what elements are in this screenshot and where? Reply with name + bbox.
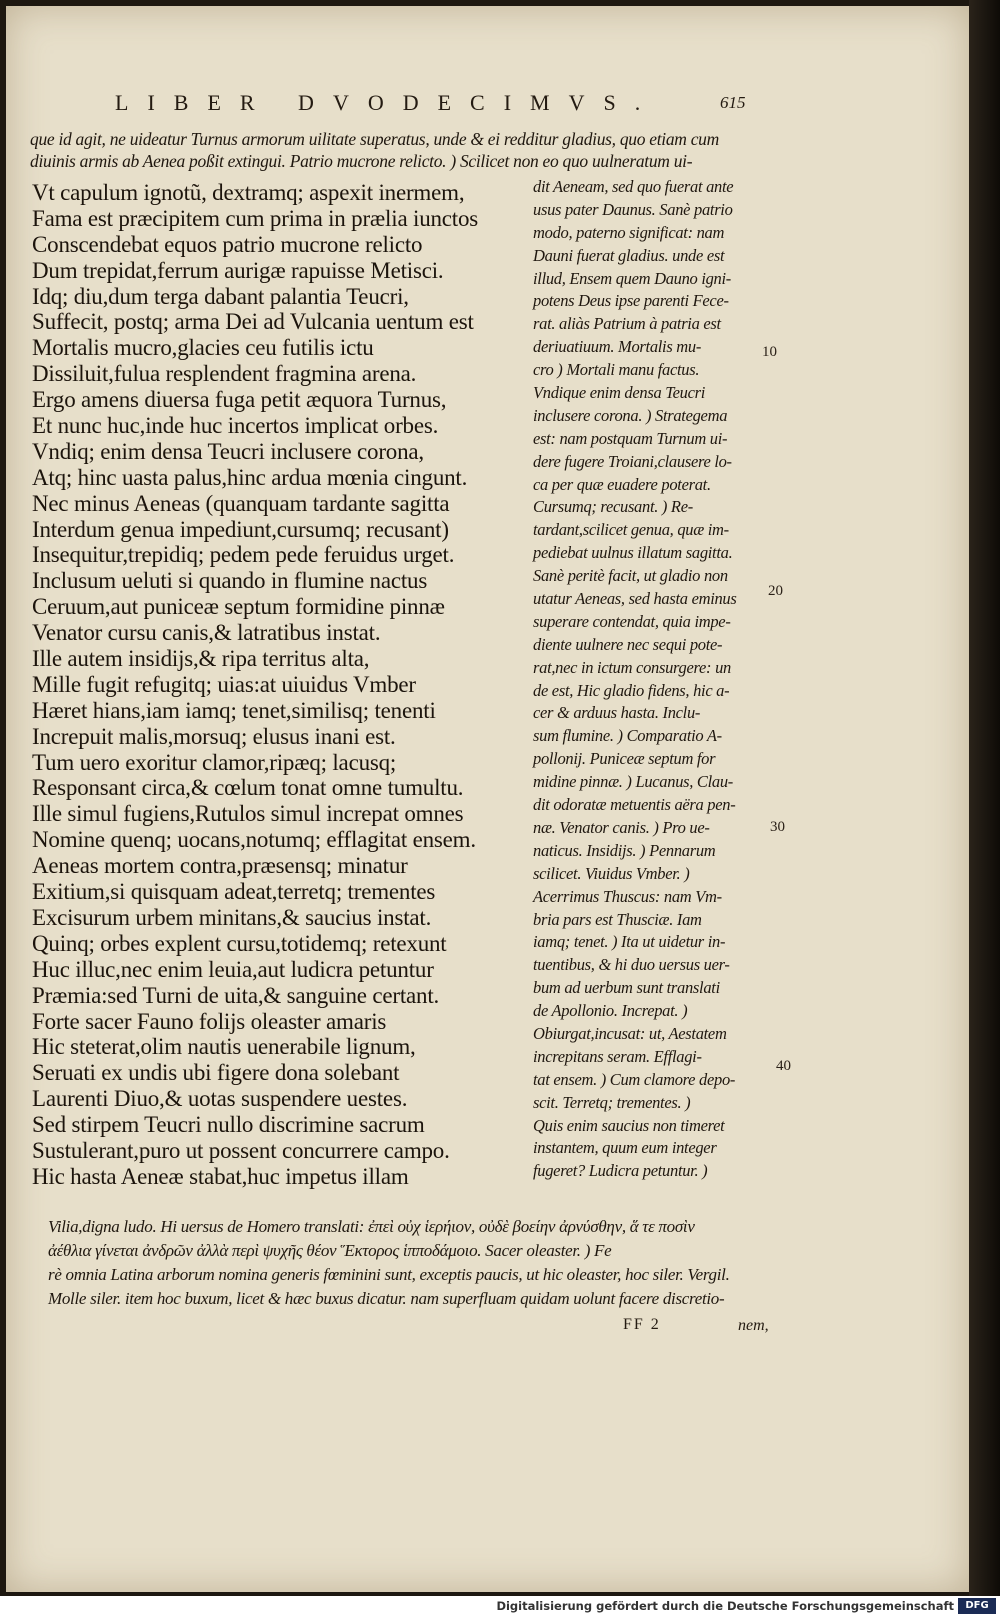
- commentary-line: rat,nec in ictum consurgere: un: [533, 657, 731, 677]
- commentary-line: Vilia,digna ludo. Hi uersus de Homero translati: ἐπεὶ οὐχ ἱερήιον, οὐδὲ βοείην ἀρνύσθην, ἅ τε ποσὶν: [48, 1217, 695, 1236]
- commentary-line: bria pars est Thusciæ. Iam: [533, 909, 702, 929]
- commentary-line: fugeret? Ludicra petuntur. ): [533, 1161, 708, 1181]
- commentary-line: bum ad uerbum sunt translati: [533, 978, 720, 998]
- bottom-commentary: [48, 1215, 788, 1311]
- verse-line: Ille autem insidijs,& ripa territus alta,: [32, 646, 370, 672]
- commentary-line: modo, paterno significat: nam: [533, 222, 725, 242]
- verse-line: Quinq; orbes explent cursu,totidemq; retexunt: [32, 930, 447, 956]
- verse-line: Atq; hinc uasta palus,hinc ardua mœnia cingunt.: [32, 464, 468, 490]
- verse-line: Idq; diu,dum terga dabant palantia Teucri,: [32, 283, 409, 309]
- line-number: 10: [762, 344, 777, 360]
- commentary-line: ca per quæ euadere poterat.: [533, 474, 711, 494]
- verse-line: Seruati ex undis ubi figere dona solebant: [32, 1060, 400, 1086]
- commentary-line: ἀέθλια γίνεται ἀνδρῶν ἀλλὰ περὶ ψυχῆς θέον Ἕκτορος ἱπποδάμοιο. Sacer oleaster. ) Fe: [48, 1241, 612, 1260]
- verse-line: Suffecit, postq; arma Dei ad Vulcania uentum est: [32, 309, 474, 335]
- verse-line: Mille fugit refugitq; uias:at uiuidus Vmber: [32, 671, 416, 697]
- verse-line: Vt capulum ignotũ, dextramq; aspexit inermem,: [32, 180, 465, 205]
- dfg-logo: DFG: [958, 1598, 996, 1614]
- verse-line: Sed stirpem Teucri nullo discrimine sacrum: [32, 1112, 425, 1138]
- commentary-line: rat. aliàs Patrium à patria est: [533, 314, 721, 334]
- verse-line: Conscendebat equos patrio mucrone relicto: [32, 231, 423, 257]
- commentary-line: diuinis armis ab Aenea poßit extingui. Patrio mucrone relicto. ) Scilicet non eo quo uulneratum ui-: [30, 151, 693, 171]
- verse-line: Ceruum,aut puniceæ septum formidine pinnæ: [32, 594, 445, 620]
- verse-line: Huc illuc,nec enim leuia,aut ludicra petuntur: [32, 956, 434, 982]
- signature-mark: FF 2: [623, 1316, 661, 1333]
- line-number: 20: [768, 583, 783, 599]
- commentary-line: naticus. Insidijs. ) Pennarum: [533, 840, 716, 860]
- verse-line: Fama est præcipitem cum prima in prælia iunctos: [32, 205, 479, 231]
- commentary-line: que id agit, ne uideatur Turnus armorum uilitate superatus, unde & ei redditur gladius, quo etiam cum: [30, 129, 719, 149]
- commentary-line: inclusere corona. ) Strategema: [533, 405, 728, 425]
- verse-line: Interdum genua impediunt,cursumq; recusant): [32, 516, 449, 542]
- commentary-line: de est, Hic gladio fidens, hic a-: [533, 680, 730, 700]
- verse-line: Hic hasta Aeneæ stabat,huc impetus illam: [32, 1163, 409, 1189]
- verse-line: Nomine quenq; uocans,notumq; efflagitat ensem.: [32, 827, 476, 853]
- verse-column: [32, 180, 542, 1190]
- verse-line: Venator cursu canis,& latratibus instat.: [32, 620, 381, 646]
- commentary-line: usus pater Daunus. Sanè patrio: [533, 199, 733, 219]
- running-head: LIBER DVODECIMVS.: [115, 90, 660, 115]
- line-number: 30: [770, 819, 785, 835]
- commentary-line: Molle siler. item hoc buxum, licet & hæc buxus dicatur. nam superfluam quidam uolunt facere discretio-: [48, 1289, 725, 1308]
- commentary-line: cro ) Mortali manu factus.: [533, 360, 700, 380]
- verse-line: Nec minus Aeneas (quanquam tardante sagitta: [32, 490, 450, 516]
- verse-line: Mortalis mucro,glacies ceu futilis ictu: [32, 335, 374, 361]
- commentary-line: instantem, quum eum integer: [533, 1138, 717, 1158]
- verse-line: Dissiluit,fulua resplendent fragmina arena.: [32, 361, 417, 387]
- commentary-line: tardant,scilicet genua, quæ im-: [533, 520, 729, 540]
- commentary-line: pediebat uulnus illatum sagitta.: [533, 543, 733, 563]
- commentary-line: midine pinnæ. ) Lucanus, Clau-: [533, 772, 733, 792]
- commentary-line: Cursumq; recusant. ) Re-: [533, 497, 693, 517]
- commentary-line: dit odoratæ metuentis aëra pen-: [533, 795, 736, 815]
- top-commentary: [30, 128, 760, 172]
- verse-line: Aeneas mortem contra,præsensq; minatur: [32, 853, 408, 879]
- commentary-line: rè omnia Latina arborum nomina generis fœminini sunt, exceptis paucis, ut hic oleaster, hoc siler. Vergil.: [48, 1265, 730, 1284]
- verse-line: Hæret hians,iam iamq; tenet,similisq; tenenti: [32, 697, 436, 723]
- verse-line: Hic steterat,olim nautis uenerabile lignum,: [32, 1034, 416, 1060]
- commentary-line: Vndique enim densa Teucri: [533, 383, 705, 403]
- commentary-line: scilicet. Viuidus Vmber. ): [533, 863, 690, 883]
- verse-line: Dum trepidat,ferrum aurigæ rapuisse Metisci.: [32, 257, 444, 283]
- footer-bar: [0, 1596, 1000, 1618]
- verse-line: Ille simul fugiens,Rutulos simul increpat omnes: [32, 801, 464, 827]
- verse-line: Exitium,si quisquam adeat,terretq; trementes: [32, 879, 436, 905]
- commentary-line: iamq; tenet. ) Ita ut uidetur in-: [533, 932, 726, 952]
- commentary-line: increpitans seram. Efflagi-: [533, 1046, 702, 1066]
- side-commentary: [533, 176, 773, 1183]
- commentary-line: Sanè peritè facit, ut gladio non: [533, 566, 728, 586]
- commentary-line: illud, Ensem quem Dauno igni-: [533, 268, 731, 288]
- verse-line: Præmia:sed Turni de uita,& sanguine certant.: [32, 982, 440, 1008]
- commentary-line: Obiurgat,incusat: ut, Aestatem: [533, 1023, 727, 1043]
- commentary-line: est: nam postquam Turnum ui-: [533, 428, 728, 448]
- commentary-line: potens Deus ipse parenti Fece-: [533, 291, 729, 311]
- commentary-line: dere fugere Troiani,clausere lo-: [533, 451, 732, 471]
- commentary-line: Dauni fuerat gladius. unde est: [533, 245, 725, 265]
- commentary-line: sum flumine. ) Comparatio A-: [533, 726, 722, 746]
- commentary-line: superare contendat, quia impe-: [533, 611, 731, 631]
- commentary-line: tuentibus, & hi duo uersus uer-: [533, 955, 730, 975]
- verse-line: Et nunc huc,inde huc incertos implicat orbes.: [32, 413, 439, 439]
- verse-line: Laurenti Diuo,& uotas suspendere uestes.: [32, 1086, 408, 1112]
- book-edge: [969, 0, 1000, 1596]
- verse-line: Sustulerant,puro ut possent concurrere campo.: [32, 1137, 450, 1163]
- commentary-line: næ. Venator canis. ) Pro ue-: [533, 817, 710, 837]
- funding-credit: Digitalisierung gefördert durch die Deutsche Forschungsgemeinschaft: [496, 1599, 954, 1613]
- commentary-line: dit Aeneam, sed quo fuerat ante: [533, 177, 734, 196]
- commentary-line: cer & arduus hasta. Inclu-: [533, 703, 701, 723]
- verse-line: Insequitur,trepidiq; pedem pede feruidus urget.: [32, 542, 455, 568]
- commentary-line: Acerrimus Thuscus: nam Vm-: [533, 886, 722, 906]
- commentary-line: deriuatiuum. Mortalis mu-: [533, 337, 702, 357]
- verse-line: Increpuit malis,morsuq; elusus inani est.: [32, 723, 396, 749]
- commentary-line: scit. Terretq; trementes. ): [533, 1092, 691, 1112]
- commentary-line: tat ensem. ) Cum clamore depo-: [533, 1069, 736, 1089]
- line-number: 40: [776, 1058, 791, 1074]
- commentary-line: diente uulnere nec sequi pote-: [533, 634, 723, 654]
- catchword: nem,: [738, 1317, 769, 1334]
- verse-line: Tum uero exoritur clamor,ripæq; lacusq;: [32, 749, 397, 775]
- commentary-line: Quis enim saucius non timeret: [533, 1115, 725, 1135]
- verse-line: Inclusum ueluti si quando in flumine nactus: [32, 568, 428, 594]
- commentary-line: utatur Aeneas, sed hasta eminus: [533, 589, 737, 609]
- verse-line: Vndiq; enim densa Teucri inclusere corona,: [32, 438, 424, 464]
- verse-line: Excisurum urbem minitans,& saucius instat.: [32, 904, 432, 930]
- verse-line: Forte sacer Fauno folijs oleaster amaris: [32, 1008, 387, 1034]
- verse-line: Responsant circa,& cœlum tonat omne tumultu.: [32, 775, 464, 801]
- commentary-line: pollonij. Puniceæ septum for: [533, 749, 716, 769]
- commentary-line: de Apollonio. Increpat. ): [533, 1001, 688, 1021]
- folio-number: 615: [720, 93, 746, 112]
- verse-line: Ergo amens diuersa fuga petit æquora Turnus,: [32, 387, 447, 413]
